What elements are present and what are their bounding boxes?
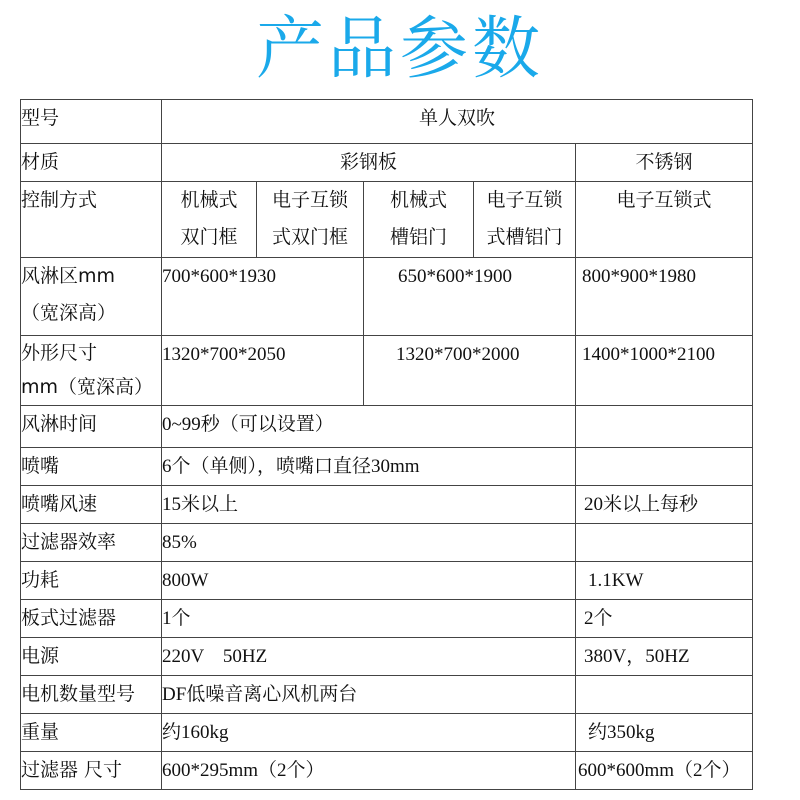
value-power-supply-2: 380V，50HZ	[576, 638, 753, 676]
value-weight-1: 约160kg	[162, 714, 576, 752]
label-material: 材质	[21, 144, 162, 182]
label-power-use: 功耗	[21, 562, 162, 600]
label-plate-filter: 板式过滤器	[21, 600, 162, 638]
label-nozzle: 喷嘴	[21, 448, 162, 486]
label-model: 型号	[21, 100, 162, 144]
control-option-2-line1: 电子互锁	[271, 189, 348, 211]
value-weight-2: 约350kg	[576, 714, 753, 752]
control-option-1-line1: 机械式	[180, 189, 238, 211]
value-nozzle-speed-1: 15米以上	[162, 486, 576, 524]
control-option-4	[474, 182, 576, 258]
row-motor	[21, 676, 753, 714]
value-nozzle-2	[576, 448, 753, 486]
value-shower-area-2: 650*600*1900	[364, 258, 576, 336]
value-material-stainless: 不锈钢	[576, 144, 753, 182]
row-model	[21, 100, 753, 144]
row-weight	[21, 714, 753, 752]
spec-table	[20, 99, 753, 790]
row-filter-efficiency	[21, 524, 753, 562]
value-shower-area-1: 700*600*1930	[162, 258, 364, 336]
value-nozzle-1: 6个（单侧），喷嘴口直径30mm	[162, 448, 576, 486]
label-shower-time: 风淋时间	[21, 406, 162, 448]
row-power-supply	[21, 638, 753, 676]
value-motor-2	[576, 676, 753, 714]
value-shower-time-2	[576, 406, 753, 448]
label-shower-area	[21, 258, 162, 336]
page-title: 产品参数	[255, 10, 544, 89]
value-power-use-1: 800W	[162, 562, 576, 600]
row-shower-area	[21, 258, 753, 336]
value-filter-size-1: 600*295mm（2个）	[162, 752, 576, 790]
row-plate-filter	[21, 600, 753, 638]
value-outer-size-3: 1400*1000*2100	[576, 336, 753, 406]
control-option-3	[364, 182, 474, 258]
label-weight: 重量	[21, 714, 162, 752]
control-option-3-line2: 槽铝门	[389, 226, 447, 248]
value-power-supply-1: 220V 50HZ	[162, 638, 576, 676]
value-plate-filter-1: 1个	[162, 600, 576, 638]
value-plate-filter-2: 2个	[576, 600, 753, 638]
label-control: 控制方式	[21, 182, 162, 258]
value-nozzle-speed-2: 20米以上每秒	[576, 486, 753, 524]
value-outer-size-2: 1320*700*2000	[364, 336, 576, 406]
value-filter-efficiency-2	[576, 524, 753, 562]
row-nozzle-speed	[21, 486, 753, 524]
control-option-4-line1: 电子互锁	[486, 189, 563, 211]
value-model: 单人双吹	[162, 100, 753, 144]
row-outer-size	[21, 336, 753, 406]
label-outer-size-line2: mm（宽深高）	[21, 376, 154, 398]
value-shower-time-1: 0~99秒（可以设置）	[162, 406, 576, 448]
control-option-1-line2: 双门框	[180, 226, 238, 248]
value-motor-1: DF低噪音离心风机两台	[162, 676, 576, 714]
row-material	[21, 144, 753, 182]
control-option-5: 电子互锁式	[576, 182, 753, 258]
label-shower-area-line2: （宽深高）	[21, 302, 117, 324]
control-option-4-line2: 式槽铝门	[486, 226, 563, 248]
label-outer-size	[21, 336, 162, 406]
label-shower-area-line1: 风淋区mm	[21, 265, 116, 287]
row-shower-time	[21, 406, 753, 448]
value-outer-size-1: 1320*700*2050	[162, 336, 364, 406]
label-filter-efficiency: 过滤器效率	[21, 524, 162, 562]
label-motor: 电机数量型号	[21, 676, 162, 714]
label-filter-size: 过滤器 尺寸	[21, 752, 162, 790]
control-option-2	[257, 182, 364, 258]
label-power-supply: 电源	[21, 638, 162, 676]
row-power-use	[21, 562, 753, 600]
control-option-1	[162, 182, 257, 258]
value-material-steel: 彩钢板	[162, 144, 576, 182]
row-nozzle	[21, 448, 753, 486]
control-option-3-line1: 机械式	[389, 189, 447, 211]
control-option-2-line2: 式双门框	[271, 226, 348, 248]
value-power-use-2: 1.1KW	[576, 562, 753, 600]
label-outer-size-line1: 外形尺寸	[21, 342, 98, 364]
label-nozzle-speed: 喷嘴风速	[21, 486, 162, 524]
value-filter-size-2: 600*600mm（2个）	[576, 752, 753, 790]
value-shower-area-3: 800*900*1980	[576, 258, 753, 336]
row-filter-size	[21, 752, 753, 790]
row-control	[21, 182, 753, 258]
value-filter-efficiency-1: 85%	[162, 524, 576, 562]
